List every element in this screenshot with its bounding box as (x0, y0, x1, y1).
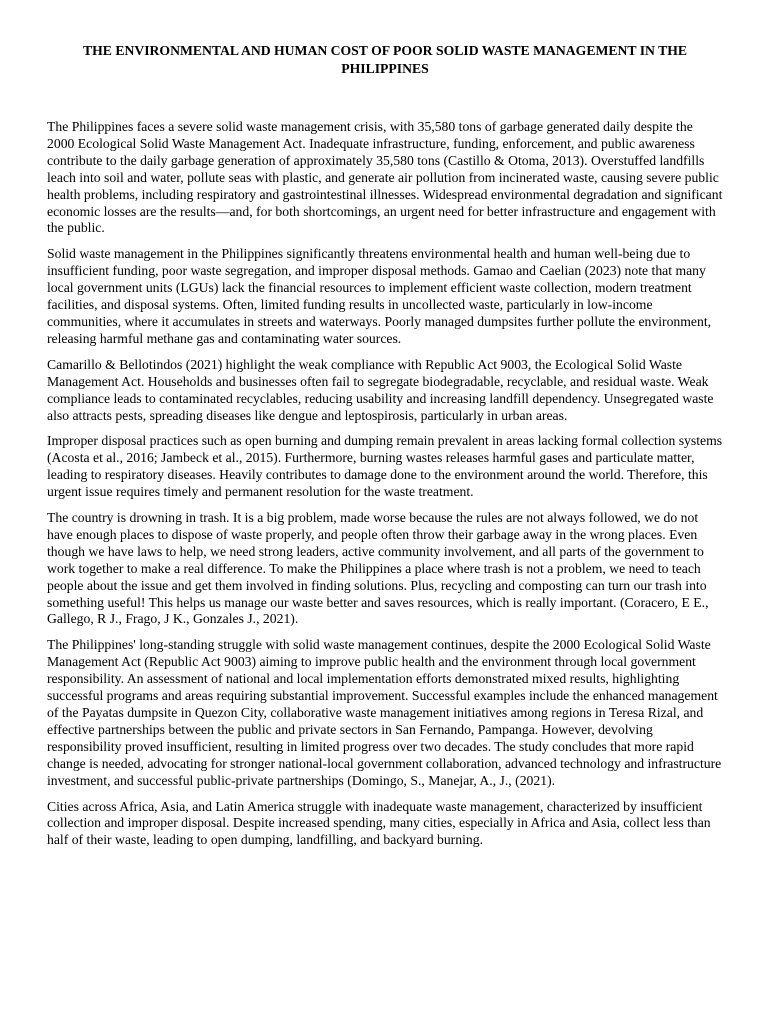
paragraph-2: Solid waste management in the Philippines significantly threatens environmental health and human well-being due to insufficient funding, poor waste segregation, and improper disposal methods. Gamao and Caelian (2023) note that many local government units (LGUs) lack the financial resources to implement efficient waste collection, modern treatment facilities, and disposal systems. Often, limited funding results in uncollected waste, particularly in low-income communities, where it accumulates in streets and waterways. Poorly managed dumpsites further pollute the environment, releasing harmful methane gas and contaminating water sources. (47, 246, 712, 346)
paragraph-6: The Philippines' long-standing struggle with solid waste management continues, despite the 2000 Ecological Solid Waste Management Act (Republic Act 9003) aiming to improve public health and the environment through local government responsibility. An assessment of national and local implementation efforts demonstrated mixed results, highlighting successful programs and areas requiring substantial improvement. Successful examples include the enhanced management of the Payatas dumpsite in Quezon City, collaborative waste management initiatives among regions in Teresa Rizal, and effective partnerships between the public and private sectors in San Fernando, Pampanga. However, devolving responsibility proved insufficient, resulting in limited progress over two decades. The study concludes that more rapid change is needed, advocating for stronger national-local government collaboration, advanced technology and infrastructure investment, and successful public-private partnerships (Domingo, S., Manejar, A., J., (2021). (47, 637, 722, 788)
paragraph-4: Improper disposal practices such as open burning and dumping remain prevalent in areas lacking formal collection systems (Acosta et al., 2016; Jambeck et al., 2015). Furthermore, burning wastes releases harmful gases and particulate matter, leading to respiratory diseases. Heavily contributes to damage done to the environment around the world. Therefore, this urgent issue requires timely and permanent resolution for the waste treatment. (47, 433, 723, 500)
document-body (47, 119, 723, 849)
paragraph-7: Cities across Africa, Asia, and Latin America struggle with inadequate waste management, characterized by insufficient collection and improper disposal. Despite increased spending, many cities, especially in Africa and Asia, collect less than half of their waste, leading to open dumping, landfilling, and backyard burning. (47, 798, 711, 848)
paragraph-3: Camarillo & Bellotindos (2021) highlight the weak compliance with Republic Act 9003, the Ecological Solid Waste Management Act. Households and businesses often fail to segregate biodegradable, recyclable, and residual waste. Weak compliance leads to contaminated recyclables, reducing usability and increasing landfill dependency. Unsegregated waste also attracts pests, spreading diseases like dengue and leptospirosis, particularly in urban areas. (47, 356, 714, 423)
paragraph-5: The country is drowning in trash. It is a big problem, made worse because the rules are not always followed, we do not have enough places to dispose of waste properly, and people often throw their garbage away in the wrong places. Even though we have laws to help, we need strong leaders, active community involvement, and all parts of the government to work together to make a real difference. To make the Philippines a place where trash is not a problem, we need to teach people about the issue and get them involved in finding solutions. Plus, recycling and composting can turn our trash into something useful! This helps us manage our waste better and saves resources, which is really important. (Coracero, E E., Gallego, R J., Frago, J K., Gonzales J., 2021). (47, 510, 709, 627)
document-page (47, 42, 723, 858)
document-title: THE ENVIRONMENTAL AND HUMAN COST OF POOR SOLID WASTE MANAGEMENT IN THE PHILIPPINES (83, 43, 687, 76)
paragraph-1: The Philippines faces a severe solid waste management crisis, with 35,580 tons of garbage generated daily despite the 2000 Ecological Solid Waste Management Act. Inadequate infrastructure, funding, enforcement, and public awareness contribute to the daily garbage generation of approximately 35,580 tons (Castillo & Otoma, 2013). Overstuffed landfills leach into soil and water, pollute seas with plastic, and generate air pollution from incinerated waste, causing severe public health problems, including respiratory and gastrointestinal illnesses. Widespread environmental degradation and significant economic losses are the results—and, for both shortcomings, an urgent need for better infrastructure and engagement with the public. (47, 119, 723, 236)
